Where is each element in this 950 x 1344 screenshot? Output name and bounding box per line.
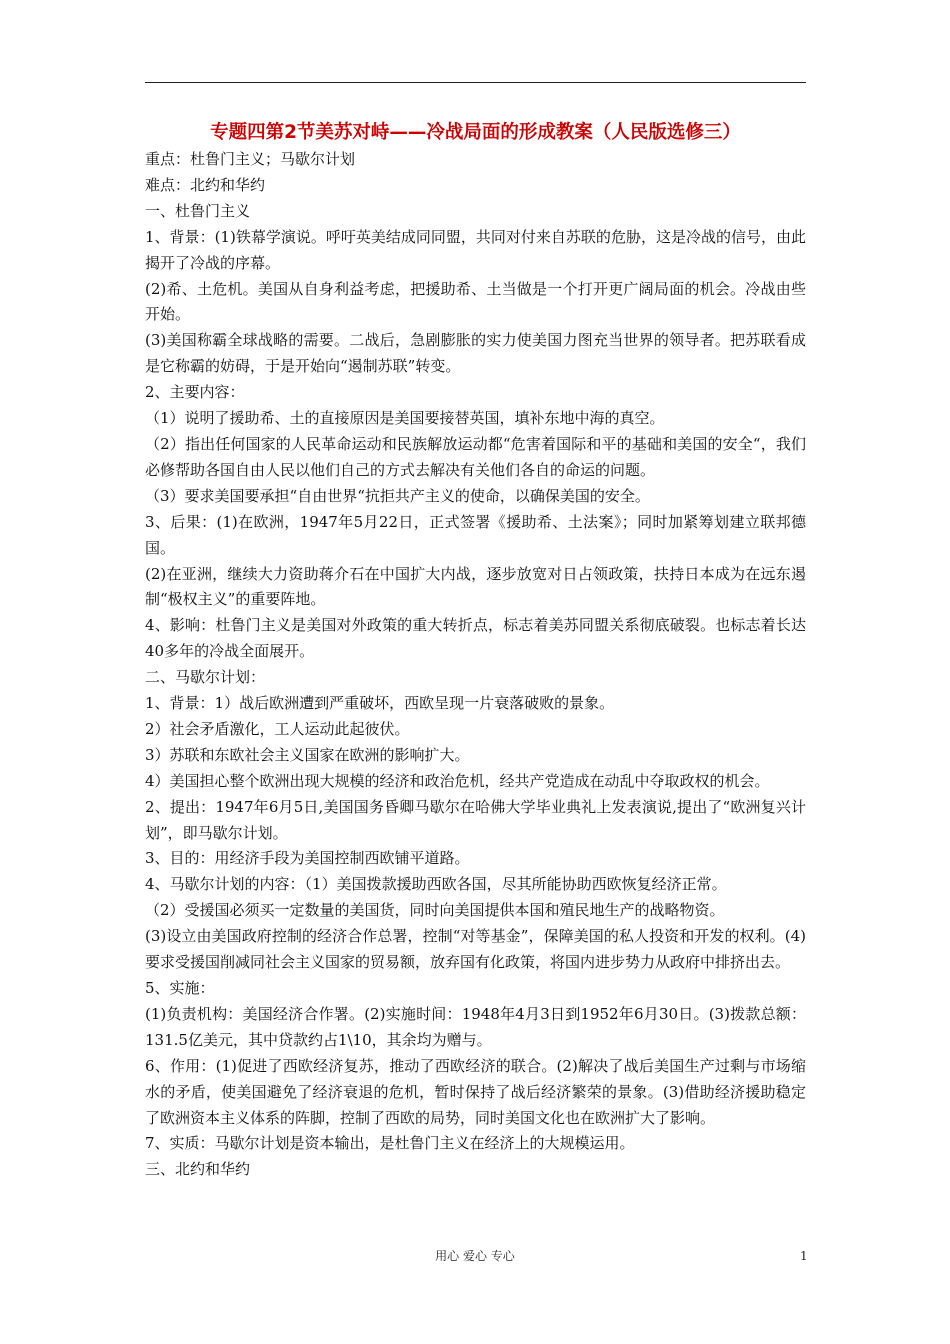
paragraph: 5、实施： [145,979,215,997]
section-heading: 三、北约和华约 [145,1160,251,1179]
paragraph: 重点：杜鲁门主义；马歇尔计划 [145,150,356,168]
paragraph: 难点：北约和华约 [145,175,266,194]
paragraph: 4、影响：杜鲁门主义是美国对外政策的重大转折点，标志着美苏同盟关系彻底破裂。也标志着长达40多年的冷战全面展开。 [145,616,806,661]
section-heading: 一、杜鲁门主义 [145,201,251,220]
paragraph: 3、目的：用经济手段为美国控制西欧铺平道路。 [145,849,470,868]
paragraph: 3）苏联和东欧社会主义国家在欧洲的影响扩大。 [145,745,470,764]
paragraph: 2、主要内容： [145,383,245,402]
paragraph: 2）社会矛盾激化，工人运动此起彼伏。 [145,719,410,738]
header-rule [145,82,806,83]
page-footer: 用心 爱心 专心 [435,1249,515,1263]
paragraph: （1）说明了援助希、土的直接原因是美国要接替英国，填补东地中海的真空。 [145,409,665,428]
document-body [145,147,806,1183]
paragraph: (3)美国称霸全球战略的需要。二战后，急剧膨胀的实力使美国力图充当世界的领导者。把苏联看成是它称霸的妨碍，于是开始向“遏制苏联”转变。 [145,331,806,376]
paragraph: 3、后果：(1)在欧洲，1947年5月22日，正式签署《援助希、土法案》；同时加紧筹划建立联邦德国。 [145,512,806,557]
paragraph: 1、背景：1）战后欧洲遭到严重破坏，西欧呈现一片衰落破败的景象。 [145,694,615,713]
paragraph: （3）要求美国要承担“自由世界“抗拒共产主义的使命，以确保美国的安全。 [145,486,650,505]
paragraph: 4）美国担心整个欧洲出现大规模的经济和政治危机，经共产党造成在动乱中夺取政权的机会。 [145,771,770,790]
paragraph: (3)设立由美国政府控制的经济合作总署，控制“对等基金”，保障美国的私人投资和开发的权利。(4)要求受援国削减同社会主义国家的贸易额，放弃国有化政策，将国内进步势力从政府中排挤出去。 [145,927,806,972]
paragraph: 6、作用：(1)促进了西欧经济复苏，推动了西欧经济的联合。(2)解决了战后美国生产过剩与市场缩水的矛盾，使美国避免了经济衰退的危机，暂时保持了战后经济繁荣的景象。(3)借助经济援助稳定了欧洲资本主义体系的阵脚，控制了西欧的局势，同时美国文化也在欧洲扩大了影响。 [145,1056,806,1127]
paragraph: （2）受援国必须买一定数量的美国货，同时向美国提供本国和殖民地生产的战略物资。 [145,901,725,920]
paragraph: (2)在亚洲，继续大力资助蒋介石在中国扩大内战，逐步放宽对日占领政策，扶持日本成为在远东遏制“极权主义”的重要阵地。 [145,564,806,609]
document-title: 专题四第2节美苏对峙——冷战局面的形成教案（人民版选修三） [210,122,741,143]
section-heading: 二、马歇尔计划： [145,668,266,687]
paragraph: (2)希、土危机。美国从自身利益考虑，把援助希、土当做是一个打开更广阔局面的机会。冷战由些开始。 [145,279,806,324]
paragraph: 4、马歇尔计划的内容：（1）美国拨款援助西欧各国，尽其所能协助西欧恢复经济正常。 [145,875,727,894]
paragraph: (1)负责机构：美国经济合作署。(2)实施时间：1948年4月3日到1952年6月30日。(3)拨款总额：131.5亿美元，其中贷款约占1\10，其余均为赠与。 [145,1004,806,1049]
page-number: 1 [800,1249,808,1263]
paragraph: （2）指出任何国家的人民革命运动和民族解放运动都“危害着国际和平的基础和美国的安全“，我们必修帮助各国自由人民以他们自己的方式去解决有关他们各自的命运的问题。 [145,434,806,479]
paragraph: 7、实质：马歇尔计划是资本输出，是杜鲁门主义在经济上的大规模运用。 [145,1134,635,1153]
paragraph: 1、背景：(1)铁幕学演说。呼吁英美结成同同盟，共同对付来自苏联的危胁，这是冷战的信号，由此揭开了冷战的序幕。 [145,227,806,272]
paragraph: 2、提出：1947年6月5日,美国国务昏卿马歇尔在哈佛大学毕业典礼上发表演说,提出了“欧洲复兴计划”，即马歇尔计划。 [145,797,806,842]
